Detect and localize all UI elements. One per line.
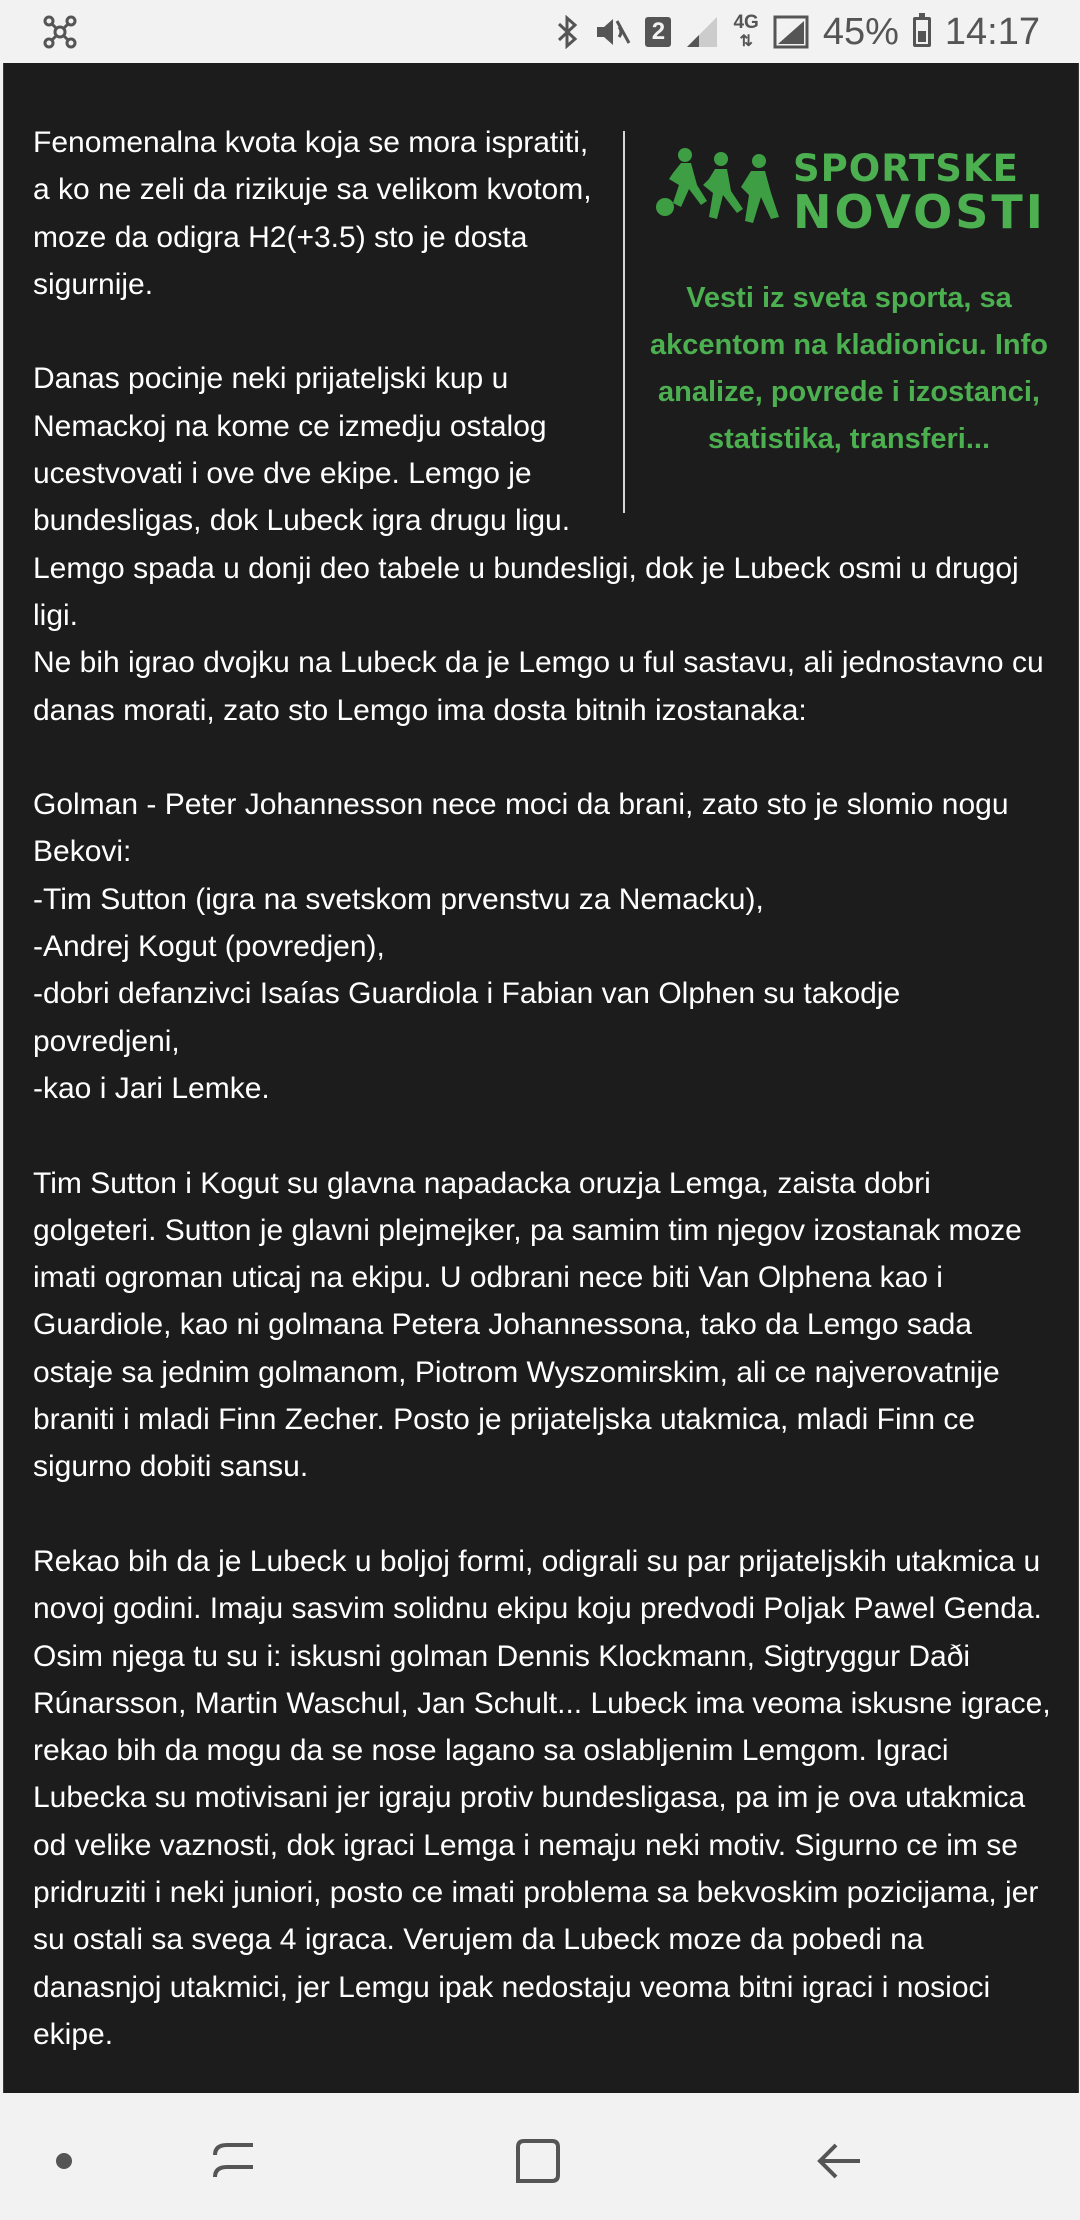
- injury-line-5: -dobri defanzivci Isaías Guardiola i Fabian van Olphen su takodje povredjeni,: [33, 977, 901, 1058]
- dot-indicator-icon[interactable]: [34, 2131, 94, 2191]
- app-notification-icon: [42, 14, 78, 50]
- paragraph-2b: Lemgo spada u donji deo tabele u bundesligi, dok je Lubeck osmi u drugoj ligi.: [33, 551, 1019, 632]
- logo-text: [793, 147, 1046, 239]
- bluetooth-icon: [557, 15, 579, 49]
- home-icon[interactable]: [508, 2131, 568, 2191]
- sim-badge: 2: [645, 17, 671, 47]
- injury-line-4: -Andrej Kogut (povredjen),: [33, 930, 385, 964]
- paragraph-1: Fenomenalna kvota koja se mora ispratiti, a ko ne zeli da rizikuje sa velikom kvotom, moze da odigra H2(+3.5) sto je dosta sigurnije.: [33, 126, 592, 301]
- injury-line-3: -Tim Sutton (igra na svetskom prvenstvu za Nemacku),: [33, 882, 764, 916]
- paragraph-2c: Ne bih igrao dvojku na Lubeck da je Lemgo u ful sastavu, ali jednostavno cu danas morati, zato sto Lemgo ima dosta bitnih izostanaka:: [33, 646, 1044, 727]
- battery-icon: [913, 17, 931, 47]
- paragraph-5: Rekao bih da je Lubeck u boljoj formi, odigrali su par prijateljskih utakmica u novoj godini. Imaju sasvim solidnu ekipu koju predvodi Poljak Pawel Genda. Osim njega tu su i: iskusni golman Dennis Klockmann, Sigtryggur Daði Rúnarsson, Martin Waschul, Jan Schult... Lubeck ima veoma iskusne igrace, rekao bih da mogu da se nose lagano sa oslabljenim Lemgom. Igraci Lubecka su motivisani jer igraju protiv bundesligasa, pa im je ova utakmica od velike vaznosti, dok igraci Lemga i nemaju neki motiv. Sigurno ce im se pridruziti i neki juniori, posto ce imati problema sa bekvoskim pozicijama, jer su ostali sa svega 4 igraca. Verujem da Lubeck moze da pobedi na danasnjoj utakmici, jer Lemgu ipak nedostaju veoma bitni igraci i nosioci ekipe.: [33, 1544, 1051, 2051]
- sidebar-banner[interactable]: [623, 131, 1053, 513]
- navigation-bar: [0, 2093, 1080, 2220]
- battery-percent: 45%: [822, 10, 899, 53]
- mute-icon: [593, 15, 631, 49]
- signal-icon: [773, 15, 809, 49]
- status-time: 14:17: [944, 10, 1040, 53]
- athletes-icon: [647, 145, 787, 235]
- back-icon[interactable]: [810, 2131, 870, 2191]
- network-type-label: 4G ⇅: [733, 11, 759, 50]
- injury-line-2: Bekovi:: [33, 835, 132, 869]
- paragraph-2a: Danas pocinje neki prijateljski kup u Nemackoj na kome ce izmedju ostalog ucestvovati i ove dve ekipe. Lemgo je bundesligas, dok Lubeck igra drugu ligu.: [33, 362, 571, 538]
- signal-weak-icon: [685, 15, 719, 49]
- logo-line-2: NOVOSTI: [793, 185, 1046, 239]
- paragraph-4: Tim Sutton i Kogut su glavna napadacka oruzja Lemga, zaista dobri golgeteri. Sutton je glavni plejmejker, pa samim tim njegov izostanak moze imati ogroman uticaj na ekipu. U odbrani nece biti Van Olphena kao i Guardiole, kao ni golmana Petera Johannessona, tako da Lemgo sada ostaje sa jednim golmanom, Piotrom Wyszomirskim, ali ce najverovatnije braniti i mladi Finn Zecher. Posto je prijateljska utakmica, mladi Finn ce sigurno dobiti sansu.: [33, 1166, 1022, 1484]
- battery-fill: [918, 31, 926, 42]
- page-content[interactable]: [3, 63, 1079, 2093]
- site-logo[interactable]: [647, 145, 1046, 239]
- logo-line-1: SPORTSKE: [793, 147, 1019, 190]
- injury-line-1: Golman - Peter Johannesson nece moci da brani, zato sto je slomio nogu: [33, 788, 1009, 822]
- banner-tagline[interactable]: Vesti iz sveta sporta, sa akcentom na kladionicu. Info analize, povrede i izostanci, statistika, transferi...: [649, 282, 1048, 455]
- recent-apps-icon[interactable]: [205, 2131, 265, 2191]
- article-body: [33, 119, 1053, 2058]
- injury-line-6: -kao i Jari Lemke.: [33, 1071, 270, 1105]
- status-bar: [0, 0, 1080, 63]
